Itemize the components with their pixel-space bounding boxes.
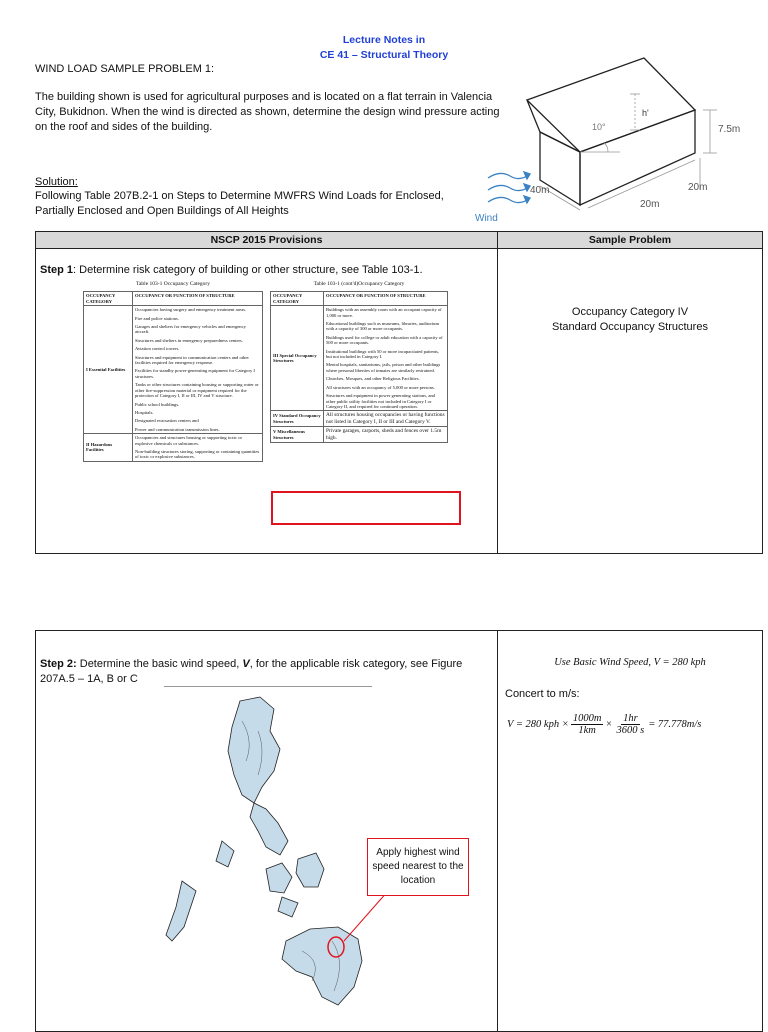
occupancy-table-left [83,282,263,462]
cat1-item: Occupancies having surgery and emergency treatment areas. [135,307,247,313]
col-header-nscp: NSCP 2015 Provisions [210,234,323,246]
step1-instruction [40,263,490,278]
cat1-item: Hospitals. [135,409,154,415]
map-mindanao [282,927,362,1005]
left-table-col2-header: OCCUPANCY OR FUNCTION OF STRUCTURE [133,292,263,306]
roof-angle-label: 10° [592,122,606,132]
width-20m-label: 20m [688,182,708,193]
cat3-item: Educational buildings such as museums, libraries, auditorium with a capacity of 300 or more occupants. [326,321,440,332]
cat3-item: Structures and equipment in power generating stations, and other public utility facilities not included in Category I or Category II, and required for continued operation. [326,393,435,409]
cat1-item: Designated evacuation centers and [135,418,199,424]
cat3-item: Institutional buildings with 50 or more incapacitated patients, but not included in Category I. [326,348,440,360]
cat3-item: Mental hospitals, sanitariums, jails, prison and other buildings where personal liberties of inmates are similarly restrained. [326,362,441,373]
cat1-item: Structures and shelters in emergency preparedness centers. [135,337,243,343]
category-V-cell: V Miscellaneous Structures [271,427,324,443]
eq-lhs: V = 280 kph × [507,719,569,730]
cat1-item: Aviation control towers. [135,346,180,352]
map-visayas-2 [296,853,324,887]
callout-text: Apply highest wind speed nearest to the location [372,847,464,886]
cat1-item: Fire and police stations. [135,315,179,321]
fraction-hr-per-s: $\frac{1hr}{3600 s}$ [616,713,645,736]
cat1-item: Facilities for standby power-generating equipment for Category I structures. [135,368,255,379]
problem-title: WIND LOAD SAMPLE PROBLEM 1: [35,63,215,75]
wind-arrows [488,172,530,203]
occupancy-table-right [270,282,448,443]
solution-label: Solution: [35,176,78,188]
map-visayas-3 [278,897,298,917]
cat1-item: Power and communication transmission lines. [135,426,220,432]
column-divider-2 [497,631,498,1031]
lecture-header-line2: CE 41 – Structural Theory [319,49,449,61]
eq-rhs: = 77.778m/s [648,719,702,730]
cat3-item: All structures with an occupancy of 5,000 or more persons. [326,384,435,390]
fraction-m-per-km: $\frac{1000m}{1km}$ [572,713,602,736]
occupancy-table-left-title: Table 103-1 Occupancy Category [136,281,210,287]
wind-label: Wind [475,213,498,224]
right-table-col2-header: OCCUPANCY OR FUNCTION OF STRUCTURE [324,292,448,306]
column-divider [497,232,498,553]
cat3-item: Buildings with an assembly room with an occupant capacity of 1,000 or more. [326,307,442,318]
lecture-header-line1: Lecture Notes in [342,34,426,46]
conversion-equation [507,713,761,736]
category-I-cell: I Essential Facilities [84,306,133,434]
step1-label: Step 1 [40,264,74,276]
cat1-item: Public school buildings. [135,401,180,407]
step2-table [35,630,763,1032]
category-II-cell: II Hazardous Facilities [84,434,133,462]
cat4-item: All structures housing occupancies or having functions not listed in Category I, II or III and Category V. [324,411,448,427]
cat1-item: Tanks or other structures containing housing or supporting water or other fire-suppression material or equipment required for the protection of Category I, II or III, IV and V structure. [135,382,259,399]
philippines-wind-map [162,691,402,1031]
cat2-item: Occupancies and structures housing or supporting toxic or explosive chemicals or substances. [135,435,243,446]
callout-box [367,838,469,896]
occupancy-table-right-title: Table 103-1 (cont'd)Occupancy Category [313,281,405,287]
building-figure [470,50,768,230]
use-wind-speed: Use Basic Wind Speed, V = 280 kph [554,657,706,668]
left-table-col1-header: OCCUPANCY CATEGORY [84,292,133,306]
cat5-item: Private garages, carports, sheds and fences over 1.5m high. [324,427,448,443]
width-20m-label-2: 20m [640,199,660,210]
map-top-rule [164,686,372,687]
cat1-item: Garages and shelters for emergency vehicles and emergency aircraft. [135,324,246,335]
eq-times: × [605,719,613,730]
length-40m-label: 40m [530,185,550,196]
map-luzon-south [250,803,288,855]
cat3-item: Churches, Mosques, and other Religious Facilities. [326,376,420,382]
cat2-item: Non-building structures storing, supporting or containing quantities of toxic or explosive substances. [135,448,260,460]
category-iv-highlight [271,491,461,525]
step1-text: : Determine risk category of building or other structure, see Table 103-1. [73,264,423,276]
answer-occupancy-type: Standard Occupancy Structures [552,321,708,333]
solution-text: Following Table 207B.2-1 on Steps to Determine MWFRS Wind Loads for Enclosed, Partially Enclosed and Open Buildings of All Heights [35,190,444,217]
h-prime-label: h' [642,108,649,118]
provisions-table [35,231,763,554]
step2-label: Step 2: [40,658,77,670]
problem-statement: The building shown is used for agricultural purposes and is located on a flat terrain in Valencia City, Bukidnon. When the wind is directed as shown, determine the design wind pressure acting on the roof and sides of the building. [35,91,500,133]
map-luzon-north [228,697,280,803]
cat1-item: Structures and equipment in communication centers and other facilities required for emergency response. [135,354,249,366]
map-visayas-1 [266,863,292,893]
map-palawan [166,881,196,941]
convert-label: Concert to m/s: [505,688,580,700]
right-table-col1-header: OCCUPANCY CATEGORY [271,292,324,306]
height-label: 7.5m [718,124,741,135]
map-mindoro [216,841,234,867]
callout-pointer [344,891,388,941]
cat3-item: Buildings used for college or adult education with a capacity of 500 or more occupants. [326,334,443,346]
answer-occupancy-category: Occupancy Category IV [571,306,689,318]
category-IV-cell: IV Standard Occupancy Structures [271,411,324,427]
col-header-sample: Sample Problem [588,234,672,246]
step2-instruction: Step 2: Determine the basic wind speed, V, for the applicable risk category, see Figure 207A.5 – 1A, B or C [40,658,463,685]
category-III-cell: III Special Occupancy Structures [271,306,324,411]
